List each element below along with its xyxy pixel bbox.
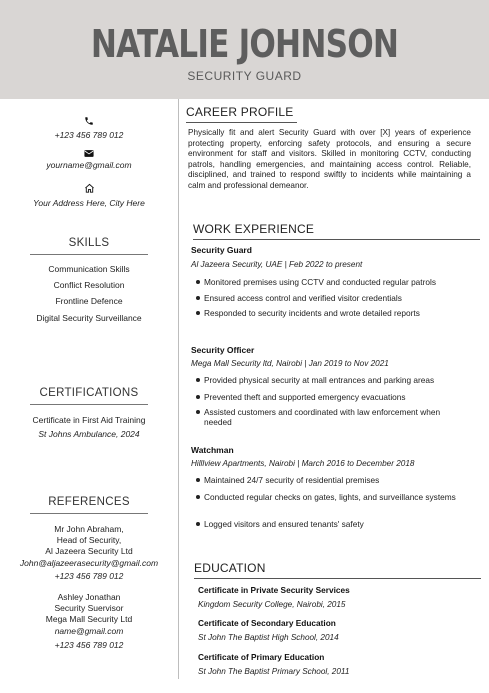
profile-heading: CAREER PROFILE	[186, 105, 297, 123]
contact-address: Your Address Here, City Here	[33, 198, 145, 208]
job-bullet: Logged visitors and ensured tenants' safety	[196, 519, 476, 529]
job-bullet: Prevented theft and supported emergency evacuations	[196, 392, 476, 402]
education-school: St John The Baptist Primary School, 2011	[198, 667, 350, 676]
reference-phone: +123 456 789 012	[54, 640, 124, 650]
phone-icon	[0, 116, 178, 128]
education-degree: Certificate in Private Security Services	[198, 585, 350, 595]
skill-item: Conflict Resolution	[53, 280, 125, 290]
reference-line: Al Jazeera Security Ltd	[45, 546, 133, 556]
job-bullet: Conducted regular checks on gates, lights, and surveillance systems	[196, 492, 458, 502]
job-bullet: Maintained 24/7 security of residential premises	[196, 475, 476, 485]
job-bullet: Responded to security incidents and wrote detailed reports	[196, 308, 476, 318]
job-role: Watchman	[191, 445, 234, 455]
column-divider	[178, 99, 179, 679]
contact-email: yourname@gmail.com	[46, 160, 132, 170]
certification-issuer: St Johns Ambulance, 2024	[38, 429, 140, 439]
reference-line: Mega Mall Security Ltd	[45, 614, 133, 624]
education-heading: EDUCATION	[194, 561, 481, 579]
skills-heading: SKILLS	[30, 237, 148, 255]
certifications-heading: CERTIFICATIONS	[30, 387, 148, 405]
education-school: St John The Baptist High School, 2014	[198, 633, 339, 642]
reference-line: Mr John Abraham,	[54, 524, 124, 534]
job-role: Security Guard	[191, 245, 252, 255]
reference-line: Security Suervisor	[54, 603, 124, 613]
education-degree: Certificate of Primary Education	[198, 652, 325, 662]
home-icon	[0, 183, 178, 195]
job-meta: Hilllview Apartments, Nairobi | March 2016 to December 2018	[191, 459, 415, 468]
job-bullet: Provided physical security at mall entrances and parking areas	[196, 375, 476, 385]
job-bullet: Ensured access control and verified visitor credentials	[196, 293, 476, 303]
resume-header	[0, 0, 489, 99]
skill-item: Communication Skills	[48, 264, 130, 274]
job-bullet: Assisted customers and coordinated with law enforcement when needed	[196, 407, 468, 427]
skill-item: Digital Security Surveillance	[36, 313, 142, 323]
left-column	[0, 99, 178, 693]
education-school: Kingdom Security College, Nairobi, 2015	[198, 600, 346, 609]
certification-name: Certificate in First Aid Training	[32, 415, 146, 425]
candidate-name: NATALIE JOHNSON	[90, 22, 399, 66]
reference-line: Head of Security,	[56, 535, 122, 545]
reference-email: name@gmail.com	[54, 626, 124, 636]
reference-email: John@aljazeerasecurity@gmail.com	[19, 558, 159, 568]
job-meta: Mega Mall Security ltd, Nairobi | Jan 2019 to Nov 2021	[191, 359, 389, 368]
job-meta: Al Jazeera Security, UAE | Feb 2022 to present	[191, 260, 363, 269]
job-bullet: Monitored premises using CCTV and conducted regular patrols	[196, 277, 476, 287]
contact-phone: +123 456 789 012	[54, 130, 124, 140]
education-degree: Certificate of Secondary Education	[198, 618, 336, 628]
reference-phone: +123 456 789 012	[54, 571, 124, 581]
job-title: SECURITY GUARD	[187, 69, 302, 83]
experience-heading: WORK EXPERIENCE	[193, 222, 480, 240]
skill-item: Frontline Defence	[55, 296, 123, 306]
reference-line: Ashley Jonathan	[57, 592, 121, 602]
references-heading: REFERENCES	[30, 496, 148, 514]
profile-text: Physically fit and alert Security Guard with over [X] years of experience protecting property, enforcing safety protocols, and ensuring a secure environment for staff and visitors. Skilled in monitoring CCTV, conducting patrols, handling emergencies, and maintaining access control. Reliable, disciplined, and trained to respond swiftly to incidents while maintaining a calm and professional demeanor.	[188, 128, 471, 190]
job-role: Security Officer	[191, 345, 255, 355]
